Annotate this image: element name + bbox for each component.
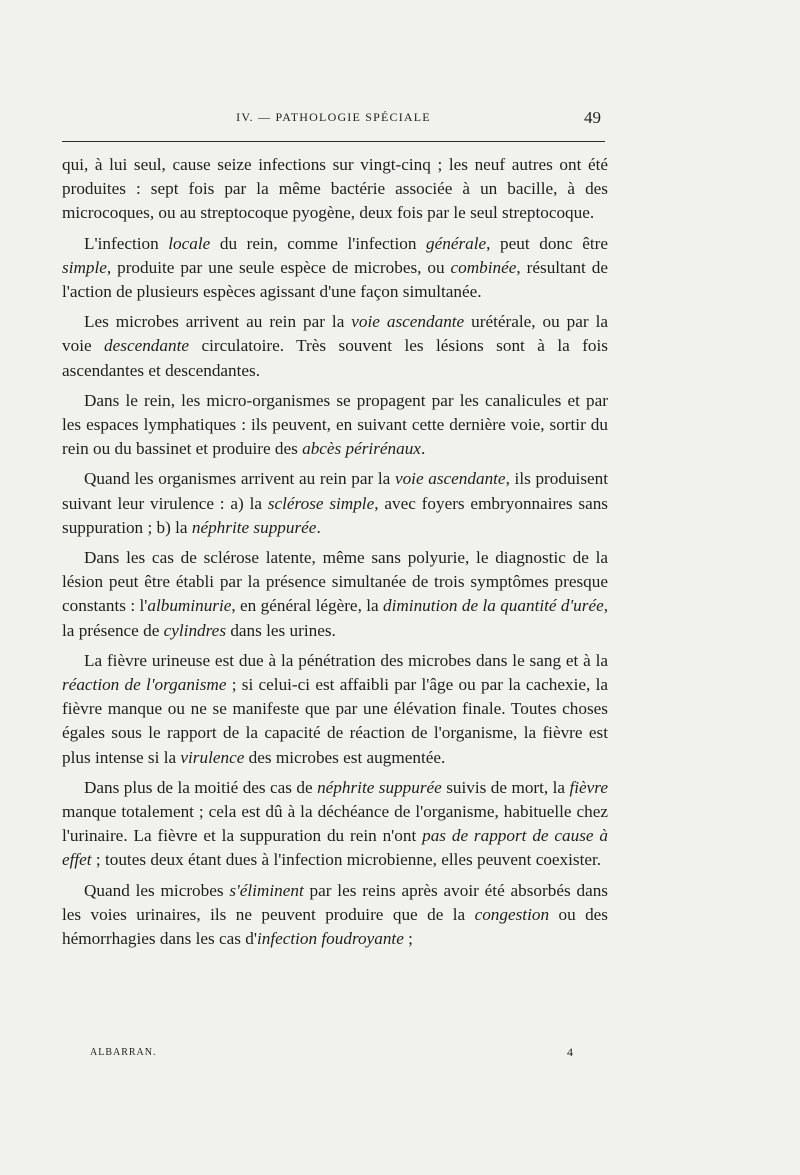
italic-run: combinée bbox=[450, 257, 517, 277]
italic-run: diminution de la quantité d'urée bbox=[383, 596, 604, 616]
italic-run: s'éliminent bbox=[229, 880, 304, 900]
text-run: La fièvre urineuse est due à la pénétration des microbes dans le sang et à la bbox=[84, 650, 608, 670]
text-run: Dans le rein, les micro-organismes se propagent par les canalicules et par les espaces lymphatiques : ils peuvent, en suivant cette dernière voie, sortir du rein ou du bassinet et produire des bbox=[62, 390, 608, 459]
header-rule bbox=[62, 141, 605, 142]
italic-run: abcès périrénaux bbox=[302, 439, 421, 459]
text-run: ; toutes deux étant dues à l'infection microbienne, elles peuvent coexister. bbox=[91, 850, 602, 870]
text-run: par les reins après avoir été absorbés dans les voies urinaires, ils ne peuvent produire que de la bbox=[62, 880, 608, 924]
text-run: , peut donc être bbox=[486, 233, 608, 253]
paragraph bbox=[62, 153, 608, 226]
italic-run: pas de rapport de cause à effet bbox=[62, 826, 608, 870]
text-run: , produite par une seule espèce de microbes, ou bbox=[106, 257, 451, 277]
paragraph bbox=[62, 310, 608, 383]
page-header bbox=[62, 108, 605, 132]
text-run: L'infection bbox=[84, 233, 169, 253]
paragraph bbox=[62, 389, 608, 462]
italic-run: néphrite suppurée bbox=[317, 777, 442, 797]
text-run: , ils produisent suivant leur virulence : a) la bbox=[62, 469, 609, 513]
text-run: ou des hémorrhagies dans les cas d' bbox=[62, 904, 608, 949]
signature-mark: ALBARRAN. bbox=[90, 1047, 157, 1058]
page-number: 49 bbox=[584, 108, 601, 127]
running-title: IV. — PATHOLOGIE SPÉCIALE bbox=[236, 110, 431, 124]
italic-run: virulence bbox=[180, 747, 245, 767]
text-run: du rein, comme l'infection bbox=[210, 233, 427, 253]
italic-run: simple bbox=[62, 257, 107, 277]
italic-run: voie ascendante bbox=[351, 312, 465, 332]
italic-run: fièvre bbox=[569, 777, 608, 797]
italic-run: réaction de l'organisme bbox=[62, 675, 227, 695]
text-run: Quand les microbes bbox=[84, 880, 230, 900]
paragraph bbox=[62, 649, 608, 770]
paragraph bbox=[62, 879, 608, 952]
text-run: Dans plus de la moitié des cas de bbox=[84, 777, 318, 797]
sheet-number: 4 bbox=[567, 1045, 574, 1059]
text-run: . bbox=[420, 439, 426, 459]
italic-run: voie ascendante bbox=[394, 469, 506, 489]
body-text bbox=[62, 153, 608, 957]
text-run: , avec foyers embryonnaires sans suppuration ; b) la bbox=[62, 493, 608, 537]
page-footer bbox=[90, 1045, 586, 1061]
text-run: circulatoire. Très souvent les lésions sont à la fois ascendantes et descendantes. bbox=[62, 336, 608, 380]
text-run: dans les urines. bbox=[226, 620, 336, 640]
text-run: suivis de mort, la bbox=[441, 777, 570, 797]
italic-run: générale bbox=[426, 233, 487, 253]
paragraph bbox=[62, 776, 608, 873]
text-run: des microbes est augmentée. bbox=[244, 747, 446, 767]
italic-run: sclérose simple bbox=[267, 493, 375, 513]
italic-run: locale bbox=[168, 233, 211, 253]
text-run: . bbox=[316, 517, 321, 537]
italic-run: congestion bbox=[474, 904, 550, 924]
paragraph bbox=[62, 232, 608, 305]
text-run: urétérale, ou par la voie bbox=[62, 312, 608, 356]
text-run: , résultant de l'action de plusieurs espèces agissant d'une façon simultanée. bbox=[62, 257, 608, 302]
paragraph bbox=[62, 546, 608, 643]
italic-run: descendante bbox=[104, 336, 189, 356]
text-run: Les microbes arrivent au rein par la bbox=[84, 312, 352, 332]
text-run: ; bbox=[403, 929, 413, 949]
paragraph bbox=[62, 467, 608, 540]
text-run: manque totalement ; cela est dû à la déchéance de l'organisme, habituelle chez l'urinaire. La fièvre et la suppuration du rein n'ont bbox=[62, 802, 608, 846]
text-run: qui, à lui seul, cause seize infections sur vingt-cinq ; les neuf autres ont été produites : sept fois par la même bactérie associée à un bacille, à des microcoques, ou au streptocoque pyogène, deux fois par le seul streptocoque. bbox=[62, 155, 608, 223]
italic-run: infection foudroyante bbox=[256, 929, 404, 949]
text-run: Quand les organismes arrivent au rein par la bbox=[84, 469, 395, 489]
italic-run: cylindres bbox=[163, 620, 227, 640]
text-run: Dans les cas de sclérose latente, même sans polyurie, le diagnostic de la lésion peut être établi par la présence simultanée de trois symptômes presque constants : l' bbox=[62, 548, 608, 616]
text-run: , la présence de bbox=[62, 596, 608, 640]
text-run: , en général légère, la bbox=[231, 596, 384, 616]
italic-run: albuminurie bbox=[147, 596, 232, 616]
text-run: ; si celui-ci est affaibli par l'âge ou par la cachexie, la fièvre manque ou ne se manifeste que par une élévation finale. Toutes choses égales sous le rapport de la capacité de réaction de l'organisme, la fièvre est plus intense si la bbox=[62, 675, 609, 767]
italic-run: néphrite suppurée bbox=[191, 517, 317, 537]
